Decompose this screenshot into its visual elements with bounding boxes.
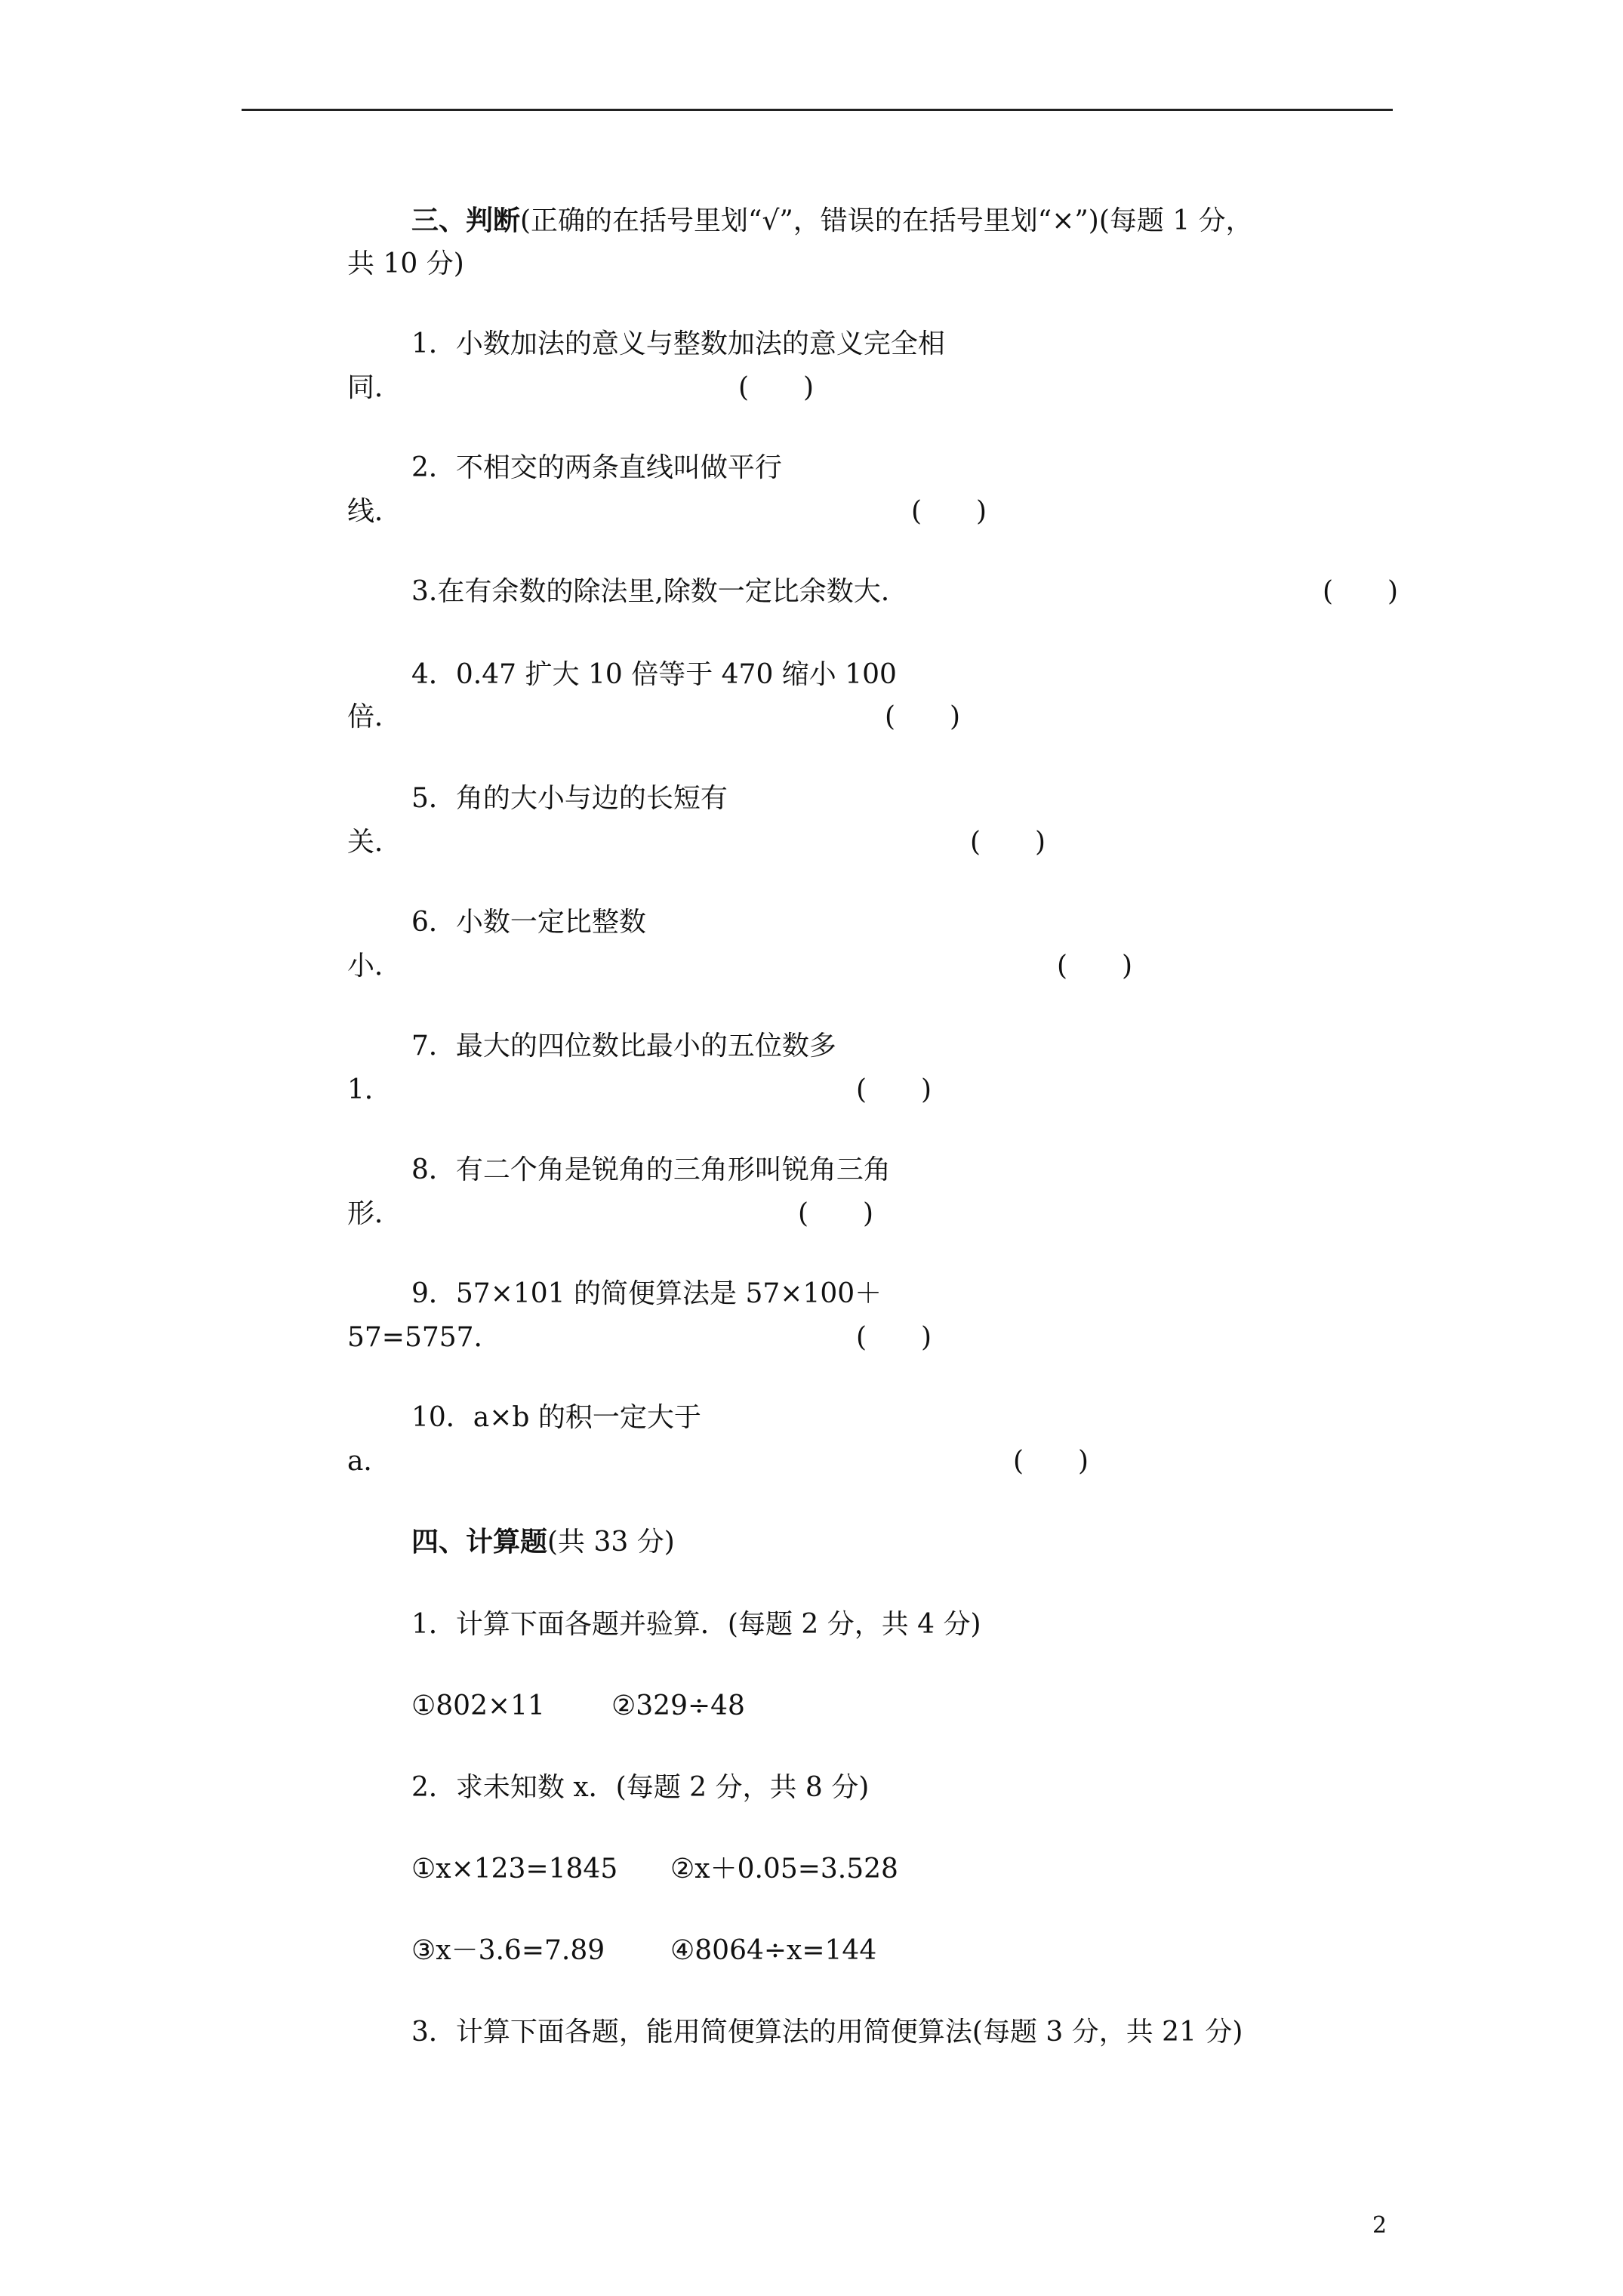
judge-item-1-text: 1．小数加法的意义与整数加法的意义完全相 (411, 328, 945, 359)
calc-q2-b: ②x＋0.05=3.528 (670, 1854, 898, 1885)
section3-title-bold: 三、判断 (411, 205, 521, 236)
calc-q1: 1．计算下面各题并验算．(每题 2 分，共 4 分) (411, 1609, 981, 1640)
judge-item-10-cont: a． (347, 1446, 391, 1477)
judge-item-5-text: 5．角的大小与边的长短有 (411, 783, 728, 814)
judge-item-8-text: 8．有二个角是锐角的三角形叫锐角三角 (411, 1154, 891, 1185)
section4-title-rest: (共 33 分) (547, 1527, 675, 1558)
judge-item-4-cont: 倍． (347, 701, 402, 732)
judge-item-4-blank[interactable]: ( ) (885, 701, 961, 732)
header-rule (242, 109, 1393, 111)
judge-item-5-blank[interactable]: ( ) (970, 827, 1046, 858)
judge-item-2-blank[interactable]: ( ) (911, 496, 987, 527)
section3-title (411, 204, 1253, 238)
judge-item-9-cont: 57=5757． (347, 1322, 501, 1353)
calc-q1-a: ①802×11 (411, 1690, 545, 1721)
judge-item-3-text: 3.在有余数的除法里,除数一定比余数大. (411, 576, 890, 607)
calc-q2-c: ③x－3.6=7.89 (411, 1935, 605, 1966)
judge-item-1-blank[interactable]: ( ) (738, 372, 815, 403)
judge-item-6-text: 6．小数一定比整数 (411, 907, 646, 938)
judge-item-4-text: 4．0.47 扩大 10 倍等于 470 缩小 100 (411, 659, 897, 690)
section3-title-rest: (正确的在括号里划“√”，错误的在括号里划“×”)(每题 1 分， (520, 205, 1253, 236)
judge-item-9-blank[interactable]: ( ) (856, 1322, 932, 1353)
judge-item-7-cont: 1． (347, 1074, 392, 1105)
judge-item-7-blank[interactable]: ( ) (856, 1074, 932, 1105)
judge-item-7-text: 7．最大的四位数比最小的五位数多 (411, 1031, 836, 1062)
section4-title-bold: 四、计算题 (411, 1526, 548, 1558)
judge-item-8-cont: 形． (347, 1198, 402, 1229)
judge-item-6-cont: 小． (347, 951, 402, 982)
section4-title (411, 1525, 675, 1559)
judge-item-8-blank[interactable]: ( ) (798, 1198, 874, 1229)
judge-item-3-blank[interactable]: ( ) (1323, 576, 1399, 607)
calc-q2-a: ①x×123=1845 (411, 1854, 618, 1885)
judge-item-1-cont: 同． (347, 372, 402, 403)
calc-q2-d: ④8064÷x=144 (670, 1935, 877, 1966)
calc-q1-b: ②329÷48 (611, 1690, 745, 1721)
calc-q3: 3．计算下面各题，能用简便算法的用简便算法(每题 3 分，共 21 分) (411, 2017, 1243, 2048)
judge-item-5-cont: 关． (347, 827, 402, 858)
calc-q2: 2．求未知数 x．(每题 2 分，共 8 分) (411, 1772, 870, 1803)
judge-item-10-blank[interactable]: ( ) (1013, 1446, 1089, 1477)
judge-item-9-text: 9．57×101 的简便算法是 57×100＋ (411, 1278, 882, 1309)
judge-item-10-text: 10．a×b 的积一定大于 (411, 1402, 701, 1433)
section3-title-cont: 共 10 分) (347, 248, 464, 279)
judge-item-2-text: 2．不相交的两条直线叫做平行 (411, 452, 782, 483)
judge-item-2-cont: 线． (347, 496, 402, 527)
page-number: 2 (1372, 2212, 1387, 2239)
judge-item-6-blank[interactable]: ( ) (1057, 951, 1133, 982)
